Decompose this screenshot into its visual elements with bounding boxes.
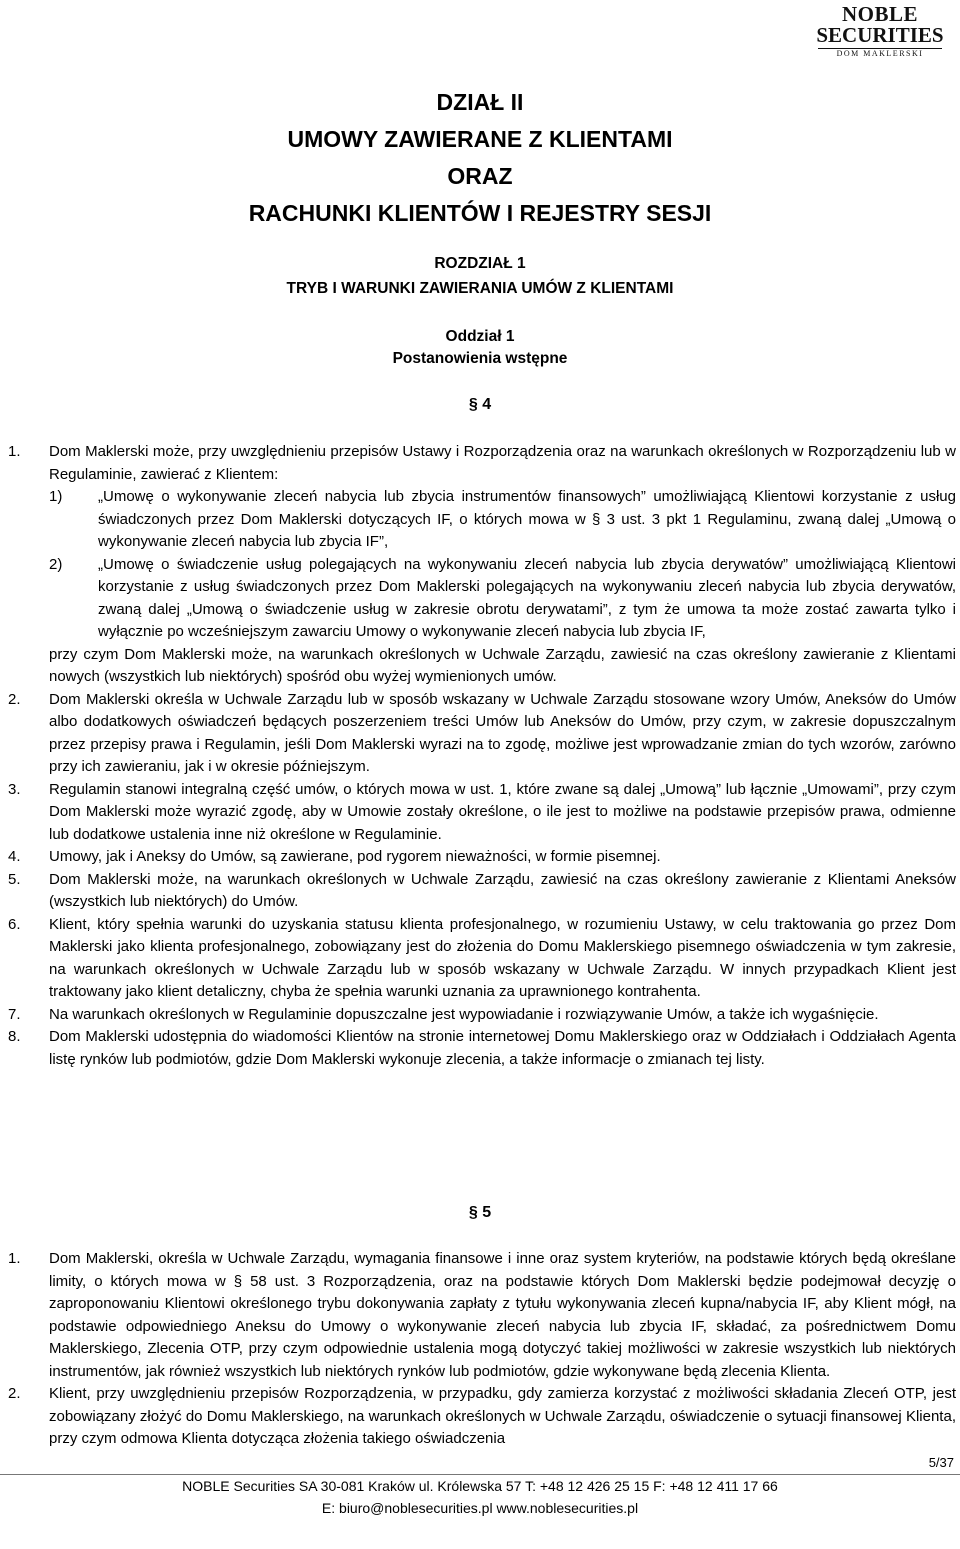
list-item xyxy=(0,869,960,914)
footer-address: NOBLE Securities SA 30-081 Kraków ul. Królewska 57 T: +48 12 426 25 15 F: +48 12 411 17 66 xyxy=(182,1478,778,1494)
logo-line-3: DOM MAKLERSKI xyxy=(836,49,924,58)
list-item xyxy=(0,441,960,689)
page-footer xyxy=(0,1474,960,1519)
list-item xyxy=(0,1248,960,1383)
sub-item-number: 2) xyxy=(49,555,63,573)
sub-item-text: „Umowę o wykonywanie zleceń nabycia lub zbycia instrumentów finansowych” umożliwiającą Klientowi korzystanie z usług świadczonych przez Dom Maklerski dotyczących IF, o których mowa w § 3 ust. 3 pkt 1 Regulaminu, zwaną dalej „Umową o wykonywanie zleceń nabycia lub zbycia IF”, xyxy=(98,488,956,550)
paragraph-4-body xyxy=(0,441,960,1071)
item-number: 1. xyxy=(8,1250,21,1267)
item-text: Dom Maklerski udostępnia do wiadomości Klientów na stronie internetowej Domu Maklerskiego oraz w Oddziałach i Oddziałach Agenta listę rynków lub podmiotów, gdzie Dom Maklerski wykonuje zlecenia, a także informacje o zmianach tej listy. xyxy=(49,1028,956,1068)
page-number: 5/37 xyxy=(928,1455,954,1470)
list-item xyxy=(0,1383,960,1451)
section-line-1: Oddział 1 xyxy=(445,328,515,345)
footer-contact: E: biuro@noblesecurities.pl www.noblesecurities.pl xyxy=(321,1500,639,1516)
item-intro: Dom Maklerski może, przy uwzględnieniu przepisów Ustawy i Rozporządzenia oraz na warunkach określonych w Rozporządzeniu lub w Regulaminie, zawierać z Klientem: xyxy=(49,443,956,483)
item-outro: przy czym Dom Maklerski może, na warunkach określonych w Uchwale Zarządu, zawiesić na czas określony zawieranie z Klientami nowych (wszystkich lub niektórych) spośród obu wyżej wymienionych umów. xyxy=(49,645,956,685)
list-item xyxy=(0,1026,960,1071)
item-number: 4. xyxy=(8,848,21,865)
item-text: Regulamin stanowi integralną część umów, o których mowa w ust. 1, które zwane są dalej „Umową” lub łącznie „Umowami”, przy czym Dom Maklerski może wyrazić zgodę, aby w Umowie zostały określone, o ile jest to możliwe na podstawie przepisów prawa, odmienne lub dodatkowe ustalenia inne niż określone w Regulaminie. xyxy=(49,780,956,843)
paragraph-sign-5: § 5 xyxy=(468,1204,492,1221)
item-text: Na warunkach określonych w Regulaminie dopuszczalne jest wypowiadanie i rozwiązywanie Umów, a także ich wygaśnięcie. xyxy=(49,1005,879,1023)
item-number: 5. xyxy=(8,870,21,888)
sub-item-text: „Umowę o świadczenie usług polegających na wykonywaniu zleceń nabycia lub zbycia derywatów” umożliwiającą Klientowi korzystanie z usług świadczonych przez Dom Maklerski polegających na wykonywaniu zleceń nabycia lub zbycia derywatów, zwaną dalej „Umową o świadczenie usług w zakresie obrotu derywatami”, z tym że umowa ta może zostać zawarta tylko i wyłącznie po wcześniejszym zawarciu Umowy o wykonywanie zleceń nabycia lub zbycia IF, xyxy=(98,555,956,640)
item-text: Dom Maklerski określa w Uchwale Zarządu lub w sposób wskazany w Uchwale Zarządu stosowane wzory Umów, Aneksów do Umów albo dodatkowych oświadczeń będących poszerzeniem treści Umów lub Aneksów do Umów, przy czym, w zakresie dopuszczalnym przez przepisy prawa i Regulamin, jeśli Dom Maklerski wyrazi na to zgodę, możliwe jest wprowadzanie zmian do tych wzorów, zarówno przy ich zawieraniu, jak i w okresie późniejszym. xyxy=(49,690,956,775)
heading-line: DZIAŁ II xyxy=(436,89,524,115)
list-item xyxy=(0,779,960,847)
list-item xyxy=(0,914,960,1004)
item-text: Klient, przy uwzględnieniu przepisów Rozporządzenia, w przypadku, gdy zamierza korzystać z możliwości składania Zleceń OTP, jest zobowiązany złożyć do Domu Maklerskiego, na warunkach określonych w Uchwale Zarządu, oświadczenie o sytuacji finansowej Klienta, przy czym odmowa Klienta dotycząca złożenia takiego oświadczenia xyxy=(49,1385,956,1447)
paragraph-5-body xyxy=(0,1248,960,1451)
list-item xyxy=(0,1004,960,1027)
chapter-line-1: ROZDZIAŁ 1 xyxy=(434,255,526,272)
heading-line: RACHUNKI KLIENTÓW I REJESTRY SESJI xyxy=(248,200,712,226)
item-text: Umowy, jak i Aneksy do Umów, są zawierane, pod rygorem nieważności, w formie pisemnej. xyxy=(49,848,661,865)
list-item xyxy=(0,689,960,779)
section-line-2: Postanowienia wstępne xyxy=(392,350,568,367)
item-number: 6. xyxy=(8,915,21,933)
section-heading xyxy=(0,326,960,370)
paragraph-sign-4: § 4 xyxy=(468,396,492,413)
heading-line: ORAZ xyxy=(447,163,513,189)
item-text: Klient, który spełnia warunki do uzyskania statusu klienta profesjonalnego, w rozumieniu Ustawy, w celu traktowania go przez Dom Maklerski jako klienta profesjonalnego, zobowiązany jest do złożenia do Domu Maklerskiego pisemnego oświadczenia w tym zakresie, na warunkach określonych w Uchwale Zarządu lub w sposób wskazany w Uchwale Zarządu. W innych przypadkach Klient jest traktowany jako klient detaliczny, chyba że spełnia warunki uznania za uprawnionego kontrahenta. xyxy=(49,915,956,1000)
item-number: 2. xyxy=(8,1385,21,1402)
item-number: 8. xyxy=(8,1028,21,1045)
item-number: 7. xyxy=(8,1005,21,1023)
list-item xyxy=(0,846,960,869)
sub-item-number: 1) xyxy=(49,488,63,505)
item-text: Dom Maklerski, określa w Uchwale Zarządu, wymagania finansowe i inne oraz system kryteriów, na podstawie których będą określane limity, o których mowa w § 58 ust. 3 Rozporządzenia, oraz na podstawie których Dom Maklerski będzie podejmował decyzję o zaproponowaniu Klientowi określonego trybu dokonywania zapłaty z tytułu wykonywania zleceń kupna/nabycia IF, aby Klient mógł, na podstawie odpowiedniego Aneksu do Umowy o wykonywanie zleceń nabycia lub zbycia IF, składać, za pośrednictwem Domu Maklerskiego, Zlecenia OTP, przy czym odpowiednie ustalenia mogą dotyczyć takiej możliwości w zakresie wszystkich lub niektórych instrumentów, jak również wszystkich lub niektórych rynków lub podmiotów, gdzie wykonywane będą zlecenia Klienta. xyxy=(49,1250,956,1380)
chapter-heading xyxy=(0,253,960,300)
logo-line-1: NOBLE xyxy=(841,2,919,26)
heading-line: UMOWY ZAWIERANE Z KLIENTAMI xyxy=(287,126,673,152)
item-text: Dom Maklerski może, na warunkach określonych w Uchwale Zarządu, zawiesić na czas określony zawieranie z Klientami Aneksów (wszystkich lub niektórych) do Umów. xyxy=(49,870,956,910)
company-logo xyxy=(810,4,950,58)
item-number: 3. xyxy=(8,780,21,798)
item-number: 2. xyxy=(8,690,21,708)
division-heading xyxy=(0,84,960,232)
logo-line-2: SECURITIES xyxy=(816,23,944,47)
sub-item xyxy=(49,486,956,554)
chapter-line-2: TRYB I WARUNKI ZAWIERANIA UMÓW Z KLIENTAMI xyxy=(286,280,674,297)
sub-item xyxy=(49,554,956,644)
item-number: 1. xyxy=(8,443,21,460)
